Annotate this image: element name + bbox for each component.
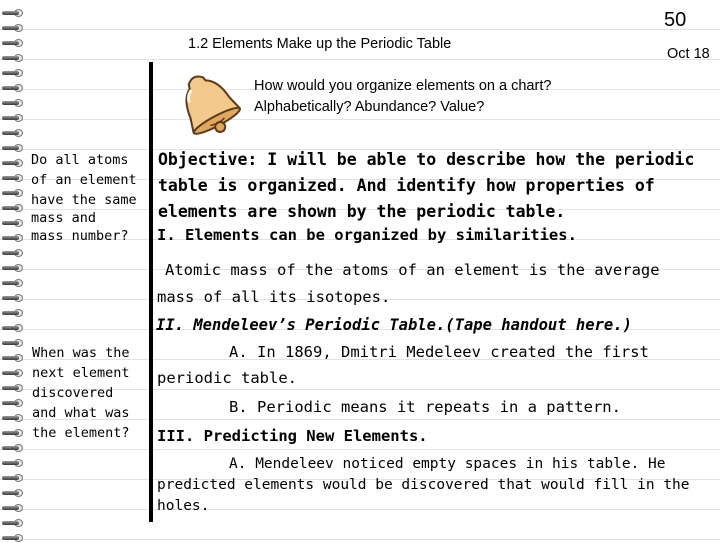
- heading-predicting: III. Predicting New Elements.: [157, 427, 428, 445]
- binding-ring: [2, 383, 24, 393]
- binding-ring: [2, 38, 24, 48]
- objective-line: elements are shown by the periodic table.: [158, 202, 566, 221]
- binding-ring: [2, 218, 24, 228]
- margin-question-line: next element: [32, 365, 130, 381]
- binding-ring: [2, 443, 24, 453]
- binding-ring: [2, 23, 24, 33]
- bell-icon: [170, 64, 246, 144]
- margin-question-line: Do all atoms: [31, 152, 129, 168]
- date-label: Oct 18: [667, 46, 710, 62]
- binding-ring: [2, 203, 24, 213]
- guiding-question: How would you organize elements on a chart? Alphabetically? Abundance? Value?: [254, 78, 552, 115]
- binding-ring: [2, 53, 24, 63]
- binding-ring: [2, 8, 24, 18]
- binding-ring: [2, 68, 24, 78]
- binding-ring: [2, 473, 24, 483]
- binding-ring: [2, 143, 24, 153]
- binding-ring: [2, 173, 24, 183]
- objective-line: table is organized. And identify how properties of: [158, 176, 655, 195]
- binding-ring: [2, 278, 24, 288]
- heading-mendeleev-table: II. Mendeleev’s Periodic Table.(Tape handout here.): [156, 316, 632, 334]
- binding-ring: [2, 368, 24, 378]
- binding-ring: [2, 98, 24, 108]
- binding-ring: [2, 113, 24, 123]
- margin-question-1: [31, 150, 137, 246]
- point-2a-line-1: A. In 1869, Dmitri Medeleev created the first: [229, 343, 649, 361]
- atomic-mass-line-1: Atomic mass of the atoms of an element is the average: [165, 261, 660, 279]
- heading-elements-similarities: I. Elements can be organized by similarities.: [157, 226, 577, 244]
- spiral-binding-icon: [0, 0, 30, 540]
- binding-ring: [2, 503, 24, 513]
- margin-question-line: have the same: [31, 192, 137, 208]
- binding-ring: [2, 398, 24, 408]
- binding-ring: [2, 323, 24, 333]
- page-title: 1.2 Elements Make up the Periodic Table: [188, 36, 452, 52]
- binding-ring: [2, 488, 24, 498]
- binding-ring: [2, 518, 24, 528]
- binding-ring: [2, 413, 24, 423]
- binding-ring: [2, 293, 24, 303]
- margin-question-line: of an element: [31, 172, 137, 188]
- atomic-mass-line-2: mass of all its isotopes.: [157, 288, 391, 306]
- margin-question-line: discovered: [32, 385, 114, 401]
- binding-ring: [2, 458, 24, 468]
- margin-question-line: mass and: [31, 210, 97, 226]
- objective-line: Objective: I will be able to describe how the periodic: [158, 150, 695, 169]
- binding-ring: [2, 353, 24, 363]
- binding-ring: [2, 248, 24, 258]
- point-2b: B. Periodic means it repeats in a pattern.: [229, 398, 621, 416]
- point-3a-line-2: predicted elements would be discovered that would fill in the: [157, 477, 690, 493]
- margin-question-2: [32, 343, 130, 443]
- binding-ring: [2, 233, 24, 243]
- point-2a-line-2: periodic table.: [157, 369, 297, 387]
- binding-ring: [2, 338, 24, 348]
- page-number: 50: [664, 9, 687, 31]
- margin-line: [149, 62, 153, 522]
- binding-ring: [2, 188, 24, 198]
- margin-question-line: and what was: [32, 405, 130, 421]
- binding-ring: [2, 128, 24, 138]
- binding-ring: [2, 158, 24, 168]
- point-3a-line-3: holes.: [157, 498, 210, 514]
- binding-ring: [2, 263, 24, 273]
- margin-question-line: the element?: [32, 425, 130, 441]
- binding-ring: [2, 308, 24, 318]
- binding-ring: [2, 533, 24, 543]
- binding-ring: [2, 83, 24, 93]
- point-3a-line-1: A. Mendeleev noticed empty spaces in his table. He: [229, 456, 666, 472]
- objective: [158, 147, 694, 225]
- binding-ring: [2, 428, 24, 438]
- margin-question-line: mass number?: [31, 228, 129, 244]
- margin-question-line: When was the: [32, 345, 130, 361]
